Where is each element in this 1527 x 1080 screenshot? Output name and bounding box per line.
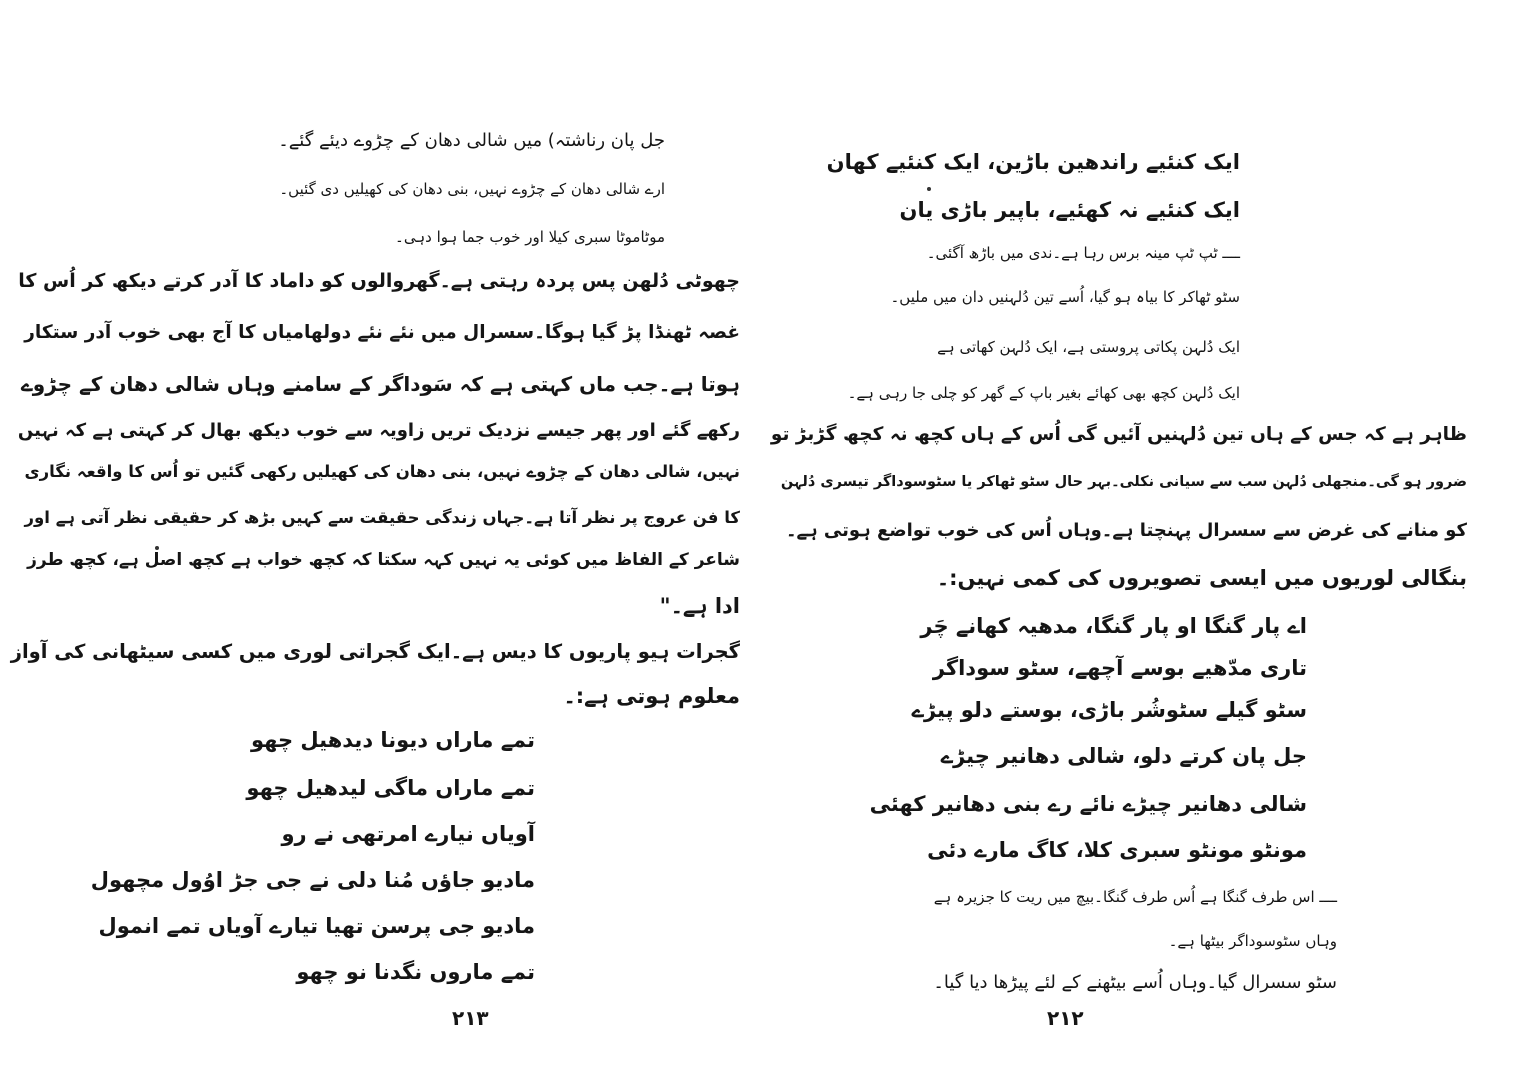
page-number: ۲۱۳ [452,1006,489,1030]
text-line: ادا ہے۔" [659,594,740,618]
verse-line: مادیو جاؤں مُنا دلی نے جی جڑ اوُول مچھول [90,868,535,892]
text-line: شاعر کے الفاظ میں کوئی یہ نہیں کہہ سکتا کہ کچھ خواب ہے کچھ اصل ہے، کچھ طرز [27,550,740,570]
text-line: جل پان رناشتہ) میں شالی دھان کے چڑوے دیئے گئے۔ [278,130,665,151]
scan-speck [155,546,159,550]
verse-line: تمے ماراں ماگی لیدھیل چھو [246,776,535,800]
verse-line: اے پار گنگا او پار گنگا، مدھیہ کھانے چَر [920,614,1307,638]
text-line: ضرور ہو گی۔منجھلی دُلہن سب سے سیانی نکلی۔بہر حال سٹو ٹھاکر یا سٹوسوداگر تیسری دُلہن [780,474,1467,490]
text-line: ارے شالی دھان کے چڑوے نہیں، بنی دھان کی کھیلیں دی گئیں۔ [279,180,665,198]
text-line: ایک کنئیے راندھین باڑین، ایک کنئیے کھان [826,150,1240,174]
text-line: ــــ اس طرف گنگا ہے اُس طرف گنگا۔بیچ میں ریت کا جزیرہ ہے [933,888,1337,906]
text-line: ــــ ٹپ ٹپ مینہ برس رہا ہے۔ندی میں باڑھ آگئی۔ [926,244,1240,262]
text-line: ظاہر ہے کہ جس کے ہاں تین دُلہنیں آئیں گی اُس کے ہاں کچھ نہ کچھ گڑبڑ تو [770,424,1467,445]
verse-line: سٹو گیلے سٹوشُر باڑی، بوستے دلو پیڑے [911,698,1307,722]
text-line: ہوتا ہے۔جب ماں کہتی ہے کہ سَوداگر کے سامنے وہاں شالی دھان کے چڑوے [21,372,740,396]
text-line: گجرات ہیو پاریوں کا دیس ہے۔ایک گجراتی لوری میں کسی سیٹھانی کی آواز [10,640,740,663]
verse-line: شالی دھانیر چیڑے نائے رے بنی دھانیر کھئی [869,792,1307,816]
text-line: وہاں سٹوسوداگر بیٹھا ہے۔ [1168,932,1337,950]
left-page [0,0,760,1080]
text-line: رکھے گئے اور پھر جیسے نزدیک تریں زاویہ سے خوب دیکھ بھال کر کہتی ہے کہ نہیں [17,420,740,441]
text-line: سٹو ٹھاکر کا بیاہ ہو گیا، اُسے تین دُلہنیں دان میں ملیں۔ [890,288,1240,306]
page-number: ۲۱۲ [1047,1006,1084,1030]
text-line: نہیں، شالی دھان کے چڑوے نہیں، بنی دھان کی کھیلیں رکھی گئیں تو اُس کا واقعہ نگاری [24,462,740,481]
text-line: موٹاموٹا سبری کیلا اور خوب جما ہوا دہی۔ [395,228,665,246]
text-line: بنگالی لوریوں میں ایسی تصویروں کی کمی نہیں:۔ [936,566,1467,590]
verse-line: تمے ماروں نگدنا نو چھو [296,960,535,984]
text-line: سٹو سسرال گیا۔وہاں اُسے بیٹھنے کے لئے پیڑھا دیا گیا۔ [933,972,1337,993]
text-line: کا فن عروج پر نظر آتا ہے۔جہاں زندگی حقیقت سے کہیں بڑھ کر حقیقی نظر آتی ہے اور [24,508,740,527]
verse-line: آویاں نیارے امرتھی نے رو [281,822,535,846]
text-line: ایک دُلہن پکاتی پروستی ہے، ایک دُلہن کھاتی ہے [937,338,1240,356]
text-line: ایک کنئیے نہ کھئیے، باپیر باڑی یان [899,198,1240,222]
verse-line: تمے ماراں دیونا دیدھیل چھو [250,728,535,752]
scan-speck [927,187,931,191]
verse-line: مونٹو مونٹو سبری کلا، کاگ مارے دئی [927,838,1307,862]
right-page [760,0,1527,1080]
text-line: کو منانے کی غرض سے سسرال پہنچتا ہے۔وہاں اُس کی خوب تواضع ہوتی ہے۔ [785,520,1467,541]
text-line: ایک دُلہن کچھ بھی کھائے بغیر باپ کے گھر کو چلی جا رہی ہے۔ [847,384,1240,402]
text-line: معلوم ہوتی ہے:۔ [563,684,740,708]
verse-line: تاری مدّھیے بوسے آچھے، سٹو سوداگر [932,656,1307,680]
text-line: چھوٹی دُلھن پس پردہ رہتی ہے۔گھروالوں کو داماد کا آدر کرتے دیکھ کر اُس کا [18,270,740,292]
text-line: غصہ ٹھنڈا پڑ گیا ہوگا۔سسرال میں نئے نئے دولھامیاں کا آج بھی خوب آدر ستکار [24,322,740,343]
verse-line: جل پان کرتے دلو، شالی دھانیر چیڑے [940,744,1307,768]
verse-line: مادیو جی پرسن تھیا تیارے آویاں تمے انمول [98,914,535,938]
